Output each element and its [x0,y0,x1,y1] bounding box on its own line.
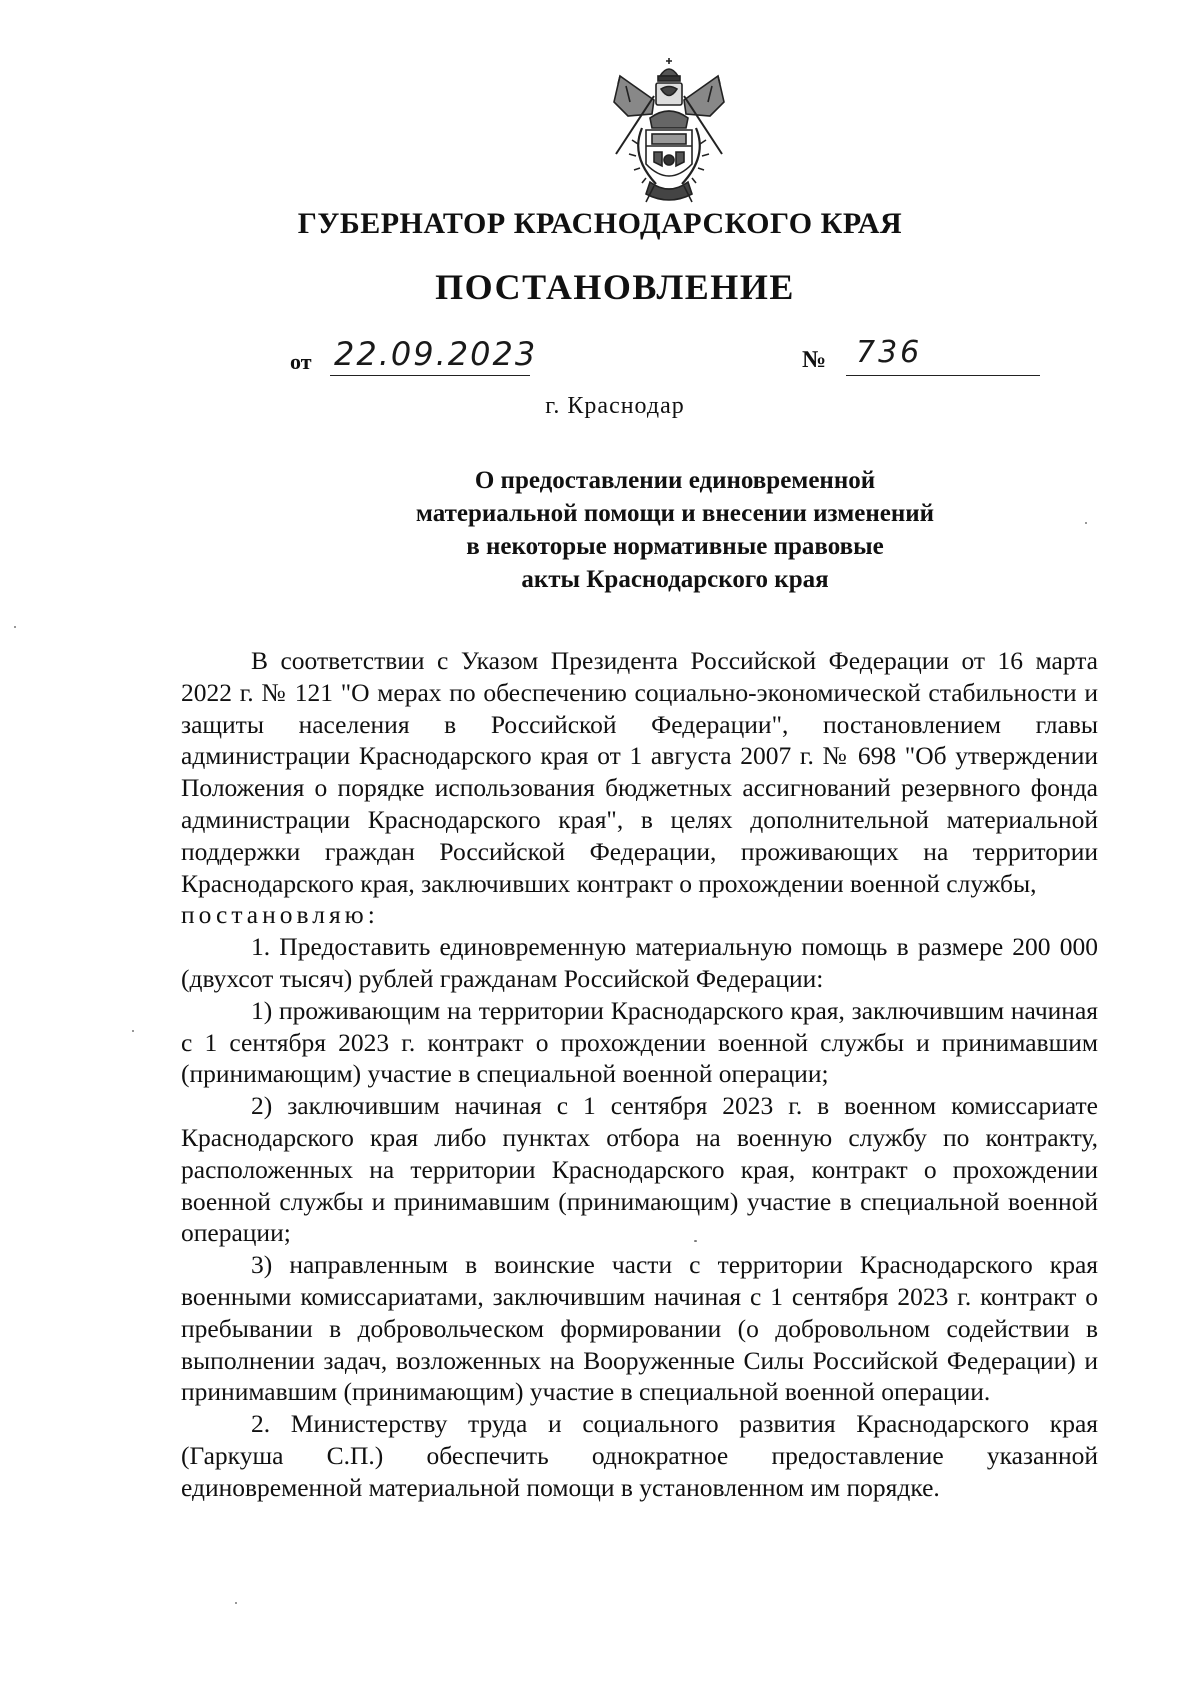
handwritten-number: 736 [856,335,923,370]
body-paragraph: 1) проживающим на территории Краснодарского края, заключившим начиная с 1 сентября 2023 г. контракт о прохождении военной службы и принимавшим (принимающим) участие в специальной военной операции; [181,995,1098,1089]
issuing-authority: ГУБЕРНАТОР КРАСНОДАРСКОГО КРАЯ [297,207,903,240]
subject-line: в некоторые нормативные правовые [466,533,884,560]
subject-line: материальной помощи и внесении изменений [415,500,935,527]
body-paragraph: 2. Министерству труда и социального развития Краснодарского края (Гаркуша С.П.) обеспечить однократное предоставление указанной единовременной материальной помощи в установленном им порядке. [181,1409,1098,1502]
scan-speck [1085,522,1087,524]
number-prefix: № [802,347,827,373]
scan-speck [132,1030,134,1032]
scan-speck [14,626,16,628]
document-subject [250,464,1100,596]
handwritten-date: 22.09.2023 [334,335,538,373]
scan-speck [235,1602,237,1604]
subject-line: О предоставлении единовременной [474,467,876,494]
coat-of-arms-emblem [606,56,732,204]
date-prefix: от [290,349,312,374]
subject-line: акты Краснодарского края [521,566,829,593]
document-type-title: ПОСТАНОВЛЕНИЕ [435,267,795,307]
scan-speck [694,1240,697,1242]
body-paragraph: 2) заключившим начиная с 1 сентября 2023 г. в военном комиссариате Краснодарского края либо пунктах отбора на военную службу по контракту, расположенных на территории Краснодарского края, контракт о прохождении военной службы и принимавшим (принимающим) участие в специальной военной операции; [181,1091,1098,1248]
preamble-text: В соответствии с Указом Президента Российской Федерации от 16 марта 2022 г. № 121 "О мерах по обеспечению социально-экономической стабильности и защиты населения в Российской Федерации", постановлением главы администрации Краснодарского края от 1 августа 2007 г. № 698 "Об утверждении Положения о порядке использования бюджетных ассигнований резервного фонда администрации Краснодарского края", в целях дополнительной материальной поддержки граждан Российской Федерации, проживающих на территории Краснодарского края, заключивших контракт о прохождении военной службы, [181,646,1098,898]
date-underline [330,375,530,377]
preamble-paragraph [181,645,1098,931]
resolve-word: постановляю: [181,900,379,930]
date-number-row [290,335,1040,379]
body-paragraph: 1. Предоставить единовременную материальную помощь в размере 200 000 (двухсот тысяч) рублей гражданам Российской Федерации: [181,932,1098,993]
document-body [181,645,1098,1504]
issue-city: г. Краснодар [545,393,685,419]
number-underline [846,375,1040,376]
body-paragraph: 3) направленным в воинские части с территории Краснодарского края военными комиссариатами, заключившим начиная с 1 сентября 2023 г. контракт о пребывании в добровольческом формировании (о добровольном содействии в выполнении задач, возложенных на Вооруженные Силы Российской Федерации) и принимавшим (принимающим) участие в специальной военной операции. [181,1250,1098,1407]
